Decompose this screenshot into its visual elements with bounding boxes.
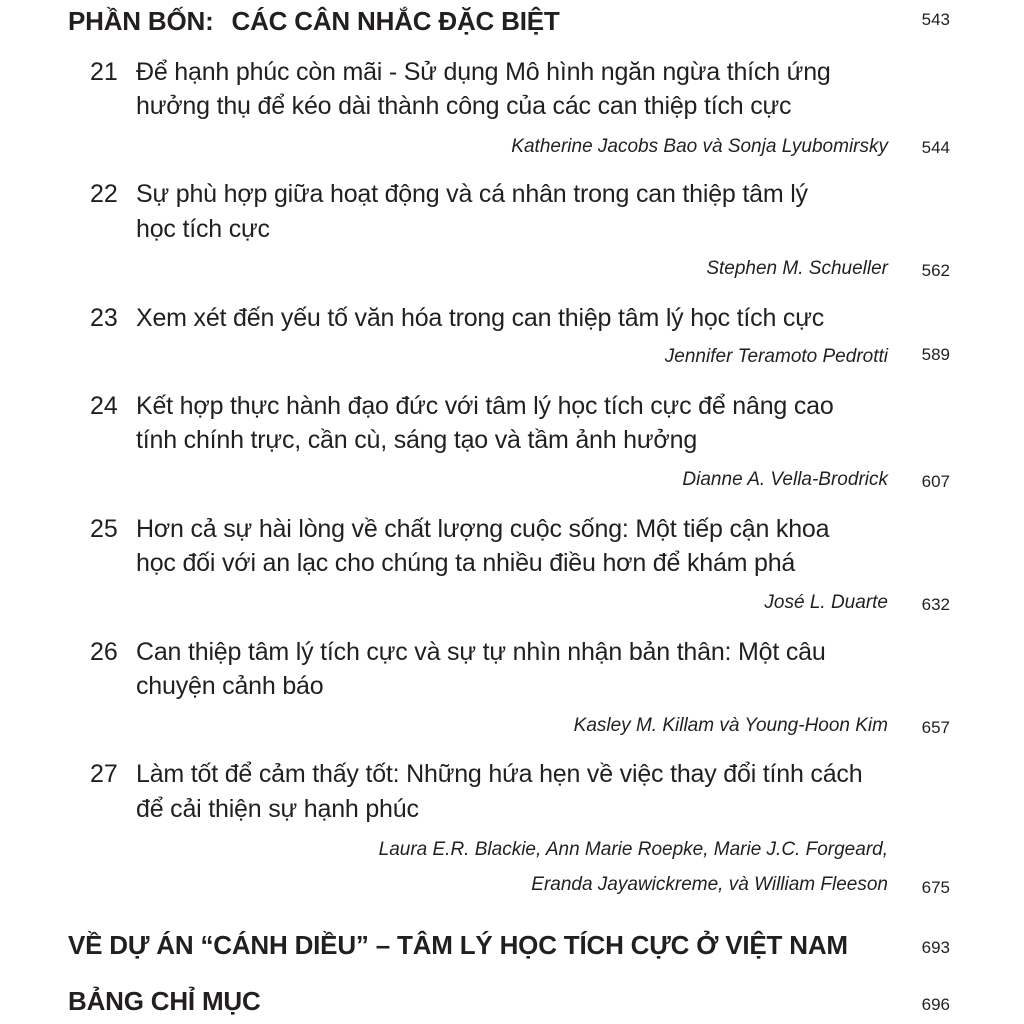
part-title: CÁC CÂN NHẮC ĐẶC BIỆT: [231, 6, 560, 36]
chapter-title-line: Can thiệp tâm lý tích cực và sự tự nhìn nhận bản thân: Một câu: [136, 638, 826, 666]
chapter-author: Laura E.R. Blackie, Ann Marie Roepke, Marie J.C. Forgeard,: [378, 839, 888, 860]
section-title: BẢNG CHỈ MỤC: [68, 986, 261, 1016]
part-label: PHẦN BỐN:: [68, 6, 214, 36]
chapter-number: 22: [90, 180, 118, 208]
chapter-number: 27: [90, 760, 118, 788]
chapter-title-line: Sự phù hợp giữa hoạt động và cá nhân trong can thiệp tâm lý: [136, 180, 808, 208]
chapter-author: Kasley M. Killam và Young-Hoon Kim: [573, 715, 888, 736]
chapter-author: Katherine Jacobs Bao và Sonja Lyubomirsky: [511, 136, 888, 157]
chapter-number: 23: [90, 304, 118, 332]
chapter-title-line: để cải thiện sự hạnh phúc: [136, 795, 419, 823]
chapter-number: 25: [90, 515, 118, 543]
chapter-author: José L. Duarte: [764, 592, 888, 613]
part-page-number: 543: [921, 10, 950, 29]
chapter-number: 24: [90, 392, 118, 420]
chapter-title-line: chuyện cảnh báo: [136, 672, 324, 700]
chapter-number: 21: [90, 58, 118, 86]
chapter-number: 26: [90, 638, 118, 666]
section-page-number: 696: [921, 995, 950, 1014]
chapter-title-line: học tích cực: [136, 215, 270, 243]
chapter-page-number: 675: [921, 878, 950, 897]
chapter-title-line: học đối với an lạc cho chúng ta nhiều điều hơn để khám phá: [136, 549, 796, 577]
chapter-title-line: Để hạnh phúc còn mãi - Sử dụng Mô hình ngăn ngừa thích ứng: [136, 58, 831, 86]
section-page-number: 693: [921, 938, 950, 957]
chapter-author: Stephen M. Schueller: [706, 258, 888, 279]
chapter-title-line: tính chính trực, cần cù, sáng tạo và tầm ảnh hưởng: [136, 426, 698, 454]
chapter-title-line: Kết hợp thực hành đạo đức với tâm lý học tích cực để nâng cao: [136, 392, 834, 420]
chapter-page-number: 544: [921, 138, 950, 157]
chapter-title-line: Làm tốt để cảm thấy tốt: Những hứa hẹn về việc thay đổi tính cách: [136, 760, 863, 788]
chapter-page-number: 562: [921, 261, 950, 280]
chapter-title-line: Xem xét đến yếu tố văn hóa trong can thiệp tâm lý học tích cực: [136, 304, 825, 332]
chapter-page-number: 607: [921, 472, 950, 491]
chapter-author: Dianne A. Vella-Brodrick: [682, 469, 888, 490]
chapter-page-number: 657: [921, 718, 950, 737]
part-heading: [68, 6, 560, 37]
chapter-author: Eranda Jayawickreme, và William Fleeson: [531, 874, 888, 895]
chapter-page-number: 589: [921, 345, 950, 364]
chapter-title-line: hưởng thụ để kéo dài thành công của các can thiệp tích cực: [136, 92, 792, 120]
section-title: VỀ DỰ ÁN “CÁNH DIỀU” – TÂM LÝ HỌC TÍCH CỰC Ở VIỆT NAM: [68, 930, 848, 960]
chapter-page-number: 632: [921, 595, 950, 614]
chapter-title-line: Hơn cả sự hài lòng về chất lượng cuộc sống: Một tiếp cận khoa: [136, 515, 830, 543]
chapter-author: Jennifer Teramoto Pedrotti: [664, 346, 888, 367]
